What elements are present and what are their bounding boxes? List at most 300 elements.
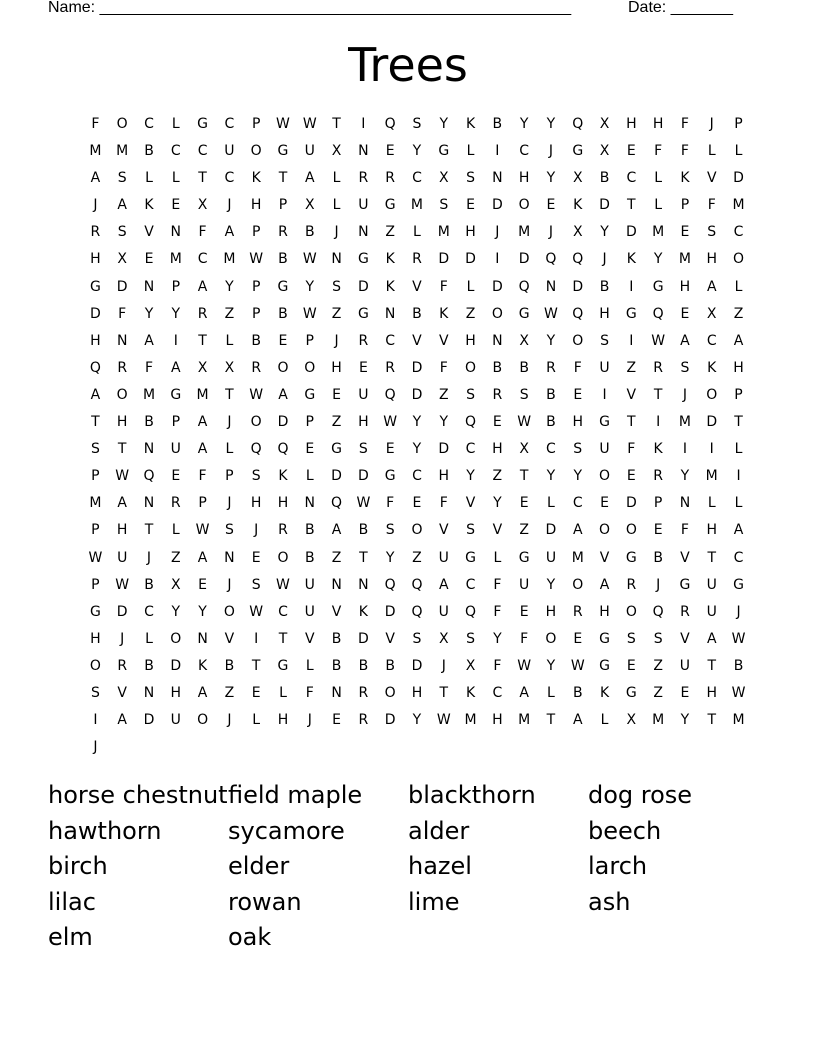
grid-letter: F: [439, 359, 448, 376]
grid-letter: D: [357, 468, 369, 485]
grid-letter: W: [302, 251, 317, 268]
grid-letter: L: [734, 143, 743, 160]
grid-letter: A: [278, 386, 288, 403]
grid-letter: W: [88, 549, 103, 566]
grid-letter: E: [626, 468, 636, 485]
grid-letter: V: [385, 630, 395, 647]
grid-letter: N: [331, 576, 342, 593]
grid-letter: C: [197, 143, 208, 160]
grid-letter: M: [89, 143, 102, 160]
grid-letter: C: [626, 170, 637, 187]
grid-letter: J: [495, 224, 500, 241]
grid-letter: R: [358, 712, 369, 729]
grid-letter: F: [439, 278, 448, 295]
grid-letter: C: [197, 251, 208, 268]
grid-letter: H: [706, 251, 717, 268]
grid-letter: P: [251, 116, 261, 132]
grid-letter: J: [93, 739, 98, 756]
grid-letter: K: [465, 116, 476, 132]
grid-letter: K: [599, 684, 610, 701]
grid-letter: W: [436, 712, 451, 729]
grid-letter: S: [332, 278, 342, 295]
grid-letter: S: [680, 359, 690, 376]
grid-letter: J: [682, 386, 687, 403]
grid-letter: R: [197, 305, 208, 322]
grid-letter: X: [519, 332, 529, 349]
grid-letter: H: [170, 684, 182, 701]
grid-letter: M: [89, 495, 102, 512]
grid-letter: S: [412, 116, 422, 132]
grid-letter: A: [304, 170, 315, 187]
grid-letter: B: [492, 359, 503, 376]
grid-letter: F: [198, 468, 207, 485]
grid-letter: R: [117, 359, 128, 376]
grid-letter: X: [706, 305, 717, 322]
grid-letter: F: [144, 359, 154, 376]
grid-letter: H: [116, 414, 128, 431]
word-list-item: sycamore: [228, 816, 345, 845]
grid-letter: Y: [385, 549, 395, 566]
grid-letter: T: [91, 414, 100, 431]
grid-letter: M: [571, 549, 584, 566]
grid-letter: O: [625, 603, 637, 620]
grid-letter: S: [358, 441, 368, 458]
grid-letter: O: [197, 712, 209, 729]
grid-letter: L: [547, 684, 555, 701]
word-list-item: alder: [408, 816, 470, 845]
grid-letter: Q: [652, 305, 664, 322]
grid-letter: Y: [412, 414, 422, 431]
grid-letter: U: [599, 441, 610, 458]
grid-letter: P: [680, 197, 690, 214]
grid-letter: U: [599, 359, 610, 376]
grid-letter: B: [599, 170, 610, 187]
grid-letter: Q: [384, 386, 396, 403]
grid-letter: T: [627, 414, 636, 431]
grid-letter: L: [332, 170, 341, 187]
grid-letter: K: [251, 170, 261, 187]
grid-letter: T: [439, 684, 449, 701]
grid-letter: D: [277, 414, 289, 431]
grid-letter: X: [438, 630, 449, 647]
grid-letter: R: [358, 684, 369, 701]
grid-letter: K: [626, 251, 636, 268]
grid-letter: S: [466, 386, 475, 403]
grid-letter: M: [518, 224, 531, 241]
grid-letter: J: [334, 224, 339, 241]
grid-letter: A: [680, 332, 690, 349]
grid-letter: Y: [493, 630, 502, 647]
grid-letter: D: [491, 278, 503, 295]
grid-letter: Q: [331, 495, 343, 512]
grid-letter: W: [731, 630, 746, 647]
grid-letter: O: [304, 359, 316, 376]
grid-letter: Q: [143, 468, 155, 485]
grid-letter: H: [518, 170, 530, 187]
grid-letter: I: [361, 116, 366, 132]
grid-letter: R: [117, 657, 128, 674]
grid-letter: H: [545, 603, 557, 620]
grid-letter: D: [599, 197, 610, 214]
grid-letter: N: [116, 332, 128, 349]
grid-letter: L: [225, 332, 234, 349]
grid-letter: N: [331, 684, 342, 701]
grid-letter: S: [90, 441, 100, 458]
grid-letter: B: [331, 657, 342, 674]
grid-letter: S: [466, 630, 475, 647]
grid-letter: J: [334, 332, 339, 349]
grid-letter: V: [626, 386, 637, 403]
grid-letter: O: [250, 414, 262, 431]
grid-letter: L: [413, 224, 421, 241]
grid-letter: A: [90, 386, 101, 403]
grid-letter: F: [680, 116, 689, 132]
grid-letter: O: [116, 386, 128, 403]
grid-letter: L: [493, 549, 502, 566]
grid-letter: G: [625, 549, 637, 566]
grid-letter: G: [465, 549, 476, 566]
word-list-item: elder: [228, 852, 290, 880]
grid-letter: Y: [680, 468, 690, 485]
grid-letter: W: [249, 603, 264, 620]
grid-letter: N: [170, 224, 182, 241]
grid-letter: U: [117, 549, 128, 566]
grid-letter: W: [249, 251, 264, 268]
grid-letter: H: [652, 116, 664, 132]
grid-letter: N: [492, 170, 503, 187]
grid-letter: T: [359, 549, 368, 566]
grid-letter: P: [251, 305, 261, 322]
grid-letter: H: [626, 116, 637, 132]
grid-letter: D: [331, 468, 342, 485]
grid-letter: C: [519, 143, 530, 160]
grid-letter: U: [519, 576, 530, 593]
word-list-item: birch: [48, 852, 108, 880]
grid-letter: Y: [466, 468, 475, 485]
grid-letter: E: [492, 414, 502, 431]
grid-letter: O: [116, 116, 128, 132]
grid-letter: J: [227, 576, 232, 593]
grid-letter: U: [304, 603, 315, 620]
grid-letter: Z: [331, 305, 342, 322]
grid-letter: Z: [653, 684, 663, 701]
word-list-item: ash: [588, 887, 631, 916]
grid-letter: K: [573, 197, 583, 214]
grid-letter: W: [517, 414, 532, 431]
grid-letter: A: [706, 630, 717, 647]
grid-letter: S: [653, 630, 663, 647]
grid-letter: W: [115, 576, 130, 593]
grid-letter: Y: [519, 116, 529, 132]
grid-letter: E: [546, 197, 556, 214]
grid-letter: F: [627, 441, 636, 458]
grid-letter: L: [734, 441, 743, 458]
grid-letter: I: [629, 278, 634, 295]
grid-letter: F: [654, 143, 663, 160]
word-list-item: lime: [408, 887, 460, 916]
letter-grid: [82, 111, 752, 761]
grid-letter: X: [117, 251, 127, 268]
grid-letter: M: [652, 224, 665, 241]
grid-letter: W: [276, 576, 290, 593]
grid-letter: I: [682, 441, 687, 458]
grid-letter: R: [358, 170, 369, 187]
grid-letter: U: [545, 549, 557, 566]
grid-letter: L: [600, 712, 609, 729]
grid-letter: O: [625, 522, 637, 539]
grid-letter: C: [170, 143, 181, 160]
grid-letter: A: [438, 576, 449, 593]
word-list-item: horse chestnut: [48, 781, 228, 809]
grid-letter: Z: [438, 386, 449, 403]
grid-letter: C: [224, 170, 235, 187]
word-list-item: lilac: [48, 887, 96, 916]
grid-letter: E: [251, 684, 261, 701]
grid-letter: H: [706, 522, 717, 539]
grid-letter: S: [466, 522, 475, 539]
grid-letter: E: [680, 305, 690, 322]
grid-letter: R: [546, 359, 556, 376]
grid-letter: U: [358, 197, 369, 214]
grid-letter: Q: [465, 603, 477, 620]
grid-letter: R: [653, 468, 663, 485]
grid-letter: L: [171, 522, 180, 539]
grid-letter: O: [277, 359, 289, 376]
grid-letter: L: [466, 278, 475, 295]
grid-letter: O: [599, 522, 611, 539]
grid-letter: Z: [224, 684, 235, 701]
grid-letter: F: [305, 684, 314, 701]
grid-letter: P: [734, 386, 743, 403]
grid-letter: W: [731, 684, 746, 701]
grid-letter: G: [599, 414, 610, 431]
grid-letter: D: [357, 278, 369, 295]
grid-letter: J: [227, 495, 232, 512]
grid-letter: B: [546, 414, 556, 431]
grid-letter: G: [357, 305, 369, 322]
grid-letter: G: [357, 251, 369, 268]
grid-letter: J: [227, 197, 232, 214]
grid-letter: X: [599, 143, 610, 160]
grid-letter: E: [144, 251, 154, 268]
grid-letter: C: [572, 495, 583, 512]
grid-letter: G: [518, 549, 530, 566]
grid-letter: N: [358, 576, 369, 593]
grid-letter: W: [517, 657, 532, 674]
grid-letter: K: [197, 657, 208, 674]
grid-letter: A: [90, 170, 101, 187]
grid-letter: T: [225, 386, 234, 403]
grid-letter: W: [276, 116, 290, 132]
grid-letter: Y: [305, 278, 315, 295]
grid-letter: B: [358, 522, 369, 539]
grid-letter: H: [277, 712, 289, 729]
grid-letter: X: [438, 170, 449, 187]
grid-letter: S: [117, 170, 127, 187]
grid-letter: G: [652, 278, 664, 295]
grid-letter: U: [170, 712, 181, 729]
grid-letter: H: [679, 278, 691, 295]
grid-letter: K: [278, 468, 288, 485]
grid-letter: F: [439, 495, 448, 512]
grid-letter: Y: [225, 278, 234, 295]
grid-letter: J: [307, 712, 312, 729]
grid-letter: H: [465, 332, 476, 349]
grid-letter: S: [385, 522, 395, 539]
grid-letter: X: [224, 359, 235, 376]
grid-letter: L: [707, 495, 716, 512]
grid-letter: E: [358, 359, 368, 376]
grid-letter: G: [679, 576, 691, 593]
grid-letter: E: [626, 657, 636, 674]
grid-letter: G: [518, 305, 530, 322]
grid-letter: Y: [412, 441, 422, 458]
grid-letter: P: [251, 278, 261, 295]
grid-letter: Z: [385, 224, 395, 241]
grid-letter: G: [625, 305, 637, 322]
grid-letter: Y: [171, 305, 181, 322]
word-list-item: dog rose: [588, 781, 693, 809]
grid-letter: I: [254, 630, 259, 647]
grid-letter: F: [680, 143, 689, 160]
grid-letter: J: [548, 143, 554, 160]
grid-letter: L: [171, 116, 180, 132]
grid-letter: P: [198, 495, 207, 512]
word-list-item: blackthorn: [408, 781, 536, 809]
grid-letter: G: [89, 603, 101, 620]
grid-letter: E: [680, 224, 690, 241]
grid-letter: X: [519, 441, 529, 458]
grid-letter: E: [251, 549, 261, 566]
grid-letter: W: [570, 657, 585, 674]
grid-letter: H: [358, 414, 369, 431]
grid-letter: I: [736, 468, 741, 485]
grid-letter: N: [224, 549, 235, 566]
grid-letter: K: [385, 251, 395, 268]
grid-letter: I: [709, 441, 714, 458]
grid-letter: V: [706, 170, 717, 187]
grid-letter: C: [733, 549, 744, 566]
grid-letter: K: [439, 305, 449, 322]
grid-letter: V: [412, 278, 422, 295]
grid-letter: E: [412, 495, 422, 512]
grid-letter: U: [679, 657, 691, 674]
grid-letter: D: [116, 278, 128, 295]
grid-letter: H: [250, 495, 262, 512]
grid-letter: V: [331, 603, 342, 620]
grid-letter: T: [653, 386, 663, 403]
grid-letter: Y: [171, 603, 181, 620]
grid-letter: P: [305, 414, 314, 431]
grid-letter: N: [358, 143, 369, 160]
grid-letter: G: [170, 386, 182, 403]
grid-letter: O: [223, 603, 235, 620]
grid-letter: Q: [89, 359, 101, 376]
grid-letter: S: [412, 630, 422, 647]
grid-letter: N: [143, 495, 155, 512]
grid-letter: B: [519, 359, 529, 376]
grid-letter: T: [251, 657, 261, 674]
grid-letter: T: [734, 414, 743, 431]
grid-letter: A: [572, 712, 583, 729]
grid-letter: E: [573, 386, 583, 403]
grid-letter: P: [171, 414, 181, 431]
grid-letter: W: [302, 116, 317, 132]
grid-letter: M: [169, 251, 182, 268]
grid-letter: P: [225, 468, 234, 485]
date-field-label: Date: _______: [628, 0, 733, 16]
grid-letter: E: [332, 712, 341, 729]
grid-letter: B: [278, 305, 288, 322]
grid-letter: N: [679, 495, 691, 512]
grid-letter: V: [680, 630, 690, 647]
grid-letter: V: [144, 224, 154, 241]
grid-letter: S: [626, 630, 636, 647]
grid-letter: S: [519, 386, 529, 403]
grid-letter: D: [545, 522, 557, 539]
grid-letter: U: [358, 386, 369, 403]
grid-letter: V: [492, 522, 503, 539]
grid-letter: G: [733, 576, 744, 593]
grid-letter: Z: [519, 522, 529, 539]
grid-letter: T: [117, 441, 127, 458]
grid-letter: J: [227, 712, 232, 729]
grid-letter: O: [572, 332, 584, 349]
grid-letter: U: [438, 549, 449, 566]
grid-letter: E: [171, 468, 181, 485]
grid-letter: S: [117, 224, 127, 241]
grid-letter: Z: [626, 359, 637, 376]
grid-letter: L: [332, 197, 341, 214]
grid-letter: M: [705, 468, 718, 485]
grid-letter: I: [495, 143, 500, 160]
grid-letter: J: [548, 224, 554, 241]
grid-letter: P: [91, 576, 100, 593]
grid-letter: S: [439, 197, 449, 214]
grid-letter: K: [653, 441, 663, 458]
grid-letter: H: [331, 359, 342, 376]
grid-letter: M: [116, 143, 129, 160]
grid-letter: L: [547, 495, 555, 512]
word-list-item: oak: [228, 923, 272, 951]
grid-letter: H: [116, 522, 128, 539]
grid-letter: S: [224, 522, 234, 539]
grid-letter: Z: [224, 305, 235, 322]
grid-letter: G: [599, 657, 610, 674]
grid-letter: U: [170, 441, 181, 458]
grid-letter: T: [198, 170, 207, 187]
grid-letter: S: [466, 170, 475, 187]
grid-letter: P: [734, 116, 743, 132]
grid-letter: V: [680, 549, 690, 566]
grid-letter: A: [706, 278, 717, 295]
grid-letter: L: [171, 170, 180, 187]
grid-letter: M: [518, 712, 531, 729]
grid-letter: E: [519, 495, 529, 512]
grid-letter: D: [143, 712, 155, 729]
grid-letter: J: [146, 549, 152, 566]
grid-letter: S: [251, 468, 261, 485]
grid-letter: Y: [439, 116, 449, 132]
grid-letter: N: [384, 305, 396, 322]
grid-letter: H: [706, 684, 717, 701]
grid-letter: X: [599, 116, 610, 132]
grid-letter: O: [518, 197, 530, 214]
grid-letter: J: [120, 630, 125, 647]
grid-letter: P: [91, 522, 100, 539]
grid-letter: A: [331, 522, 342, 539]
grid-letter: O: [706, 386, 718, 403]
